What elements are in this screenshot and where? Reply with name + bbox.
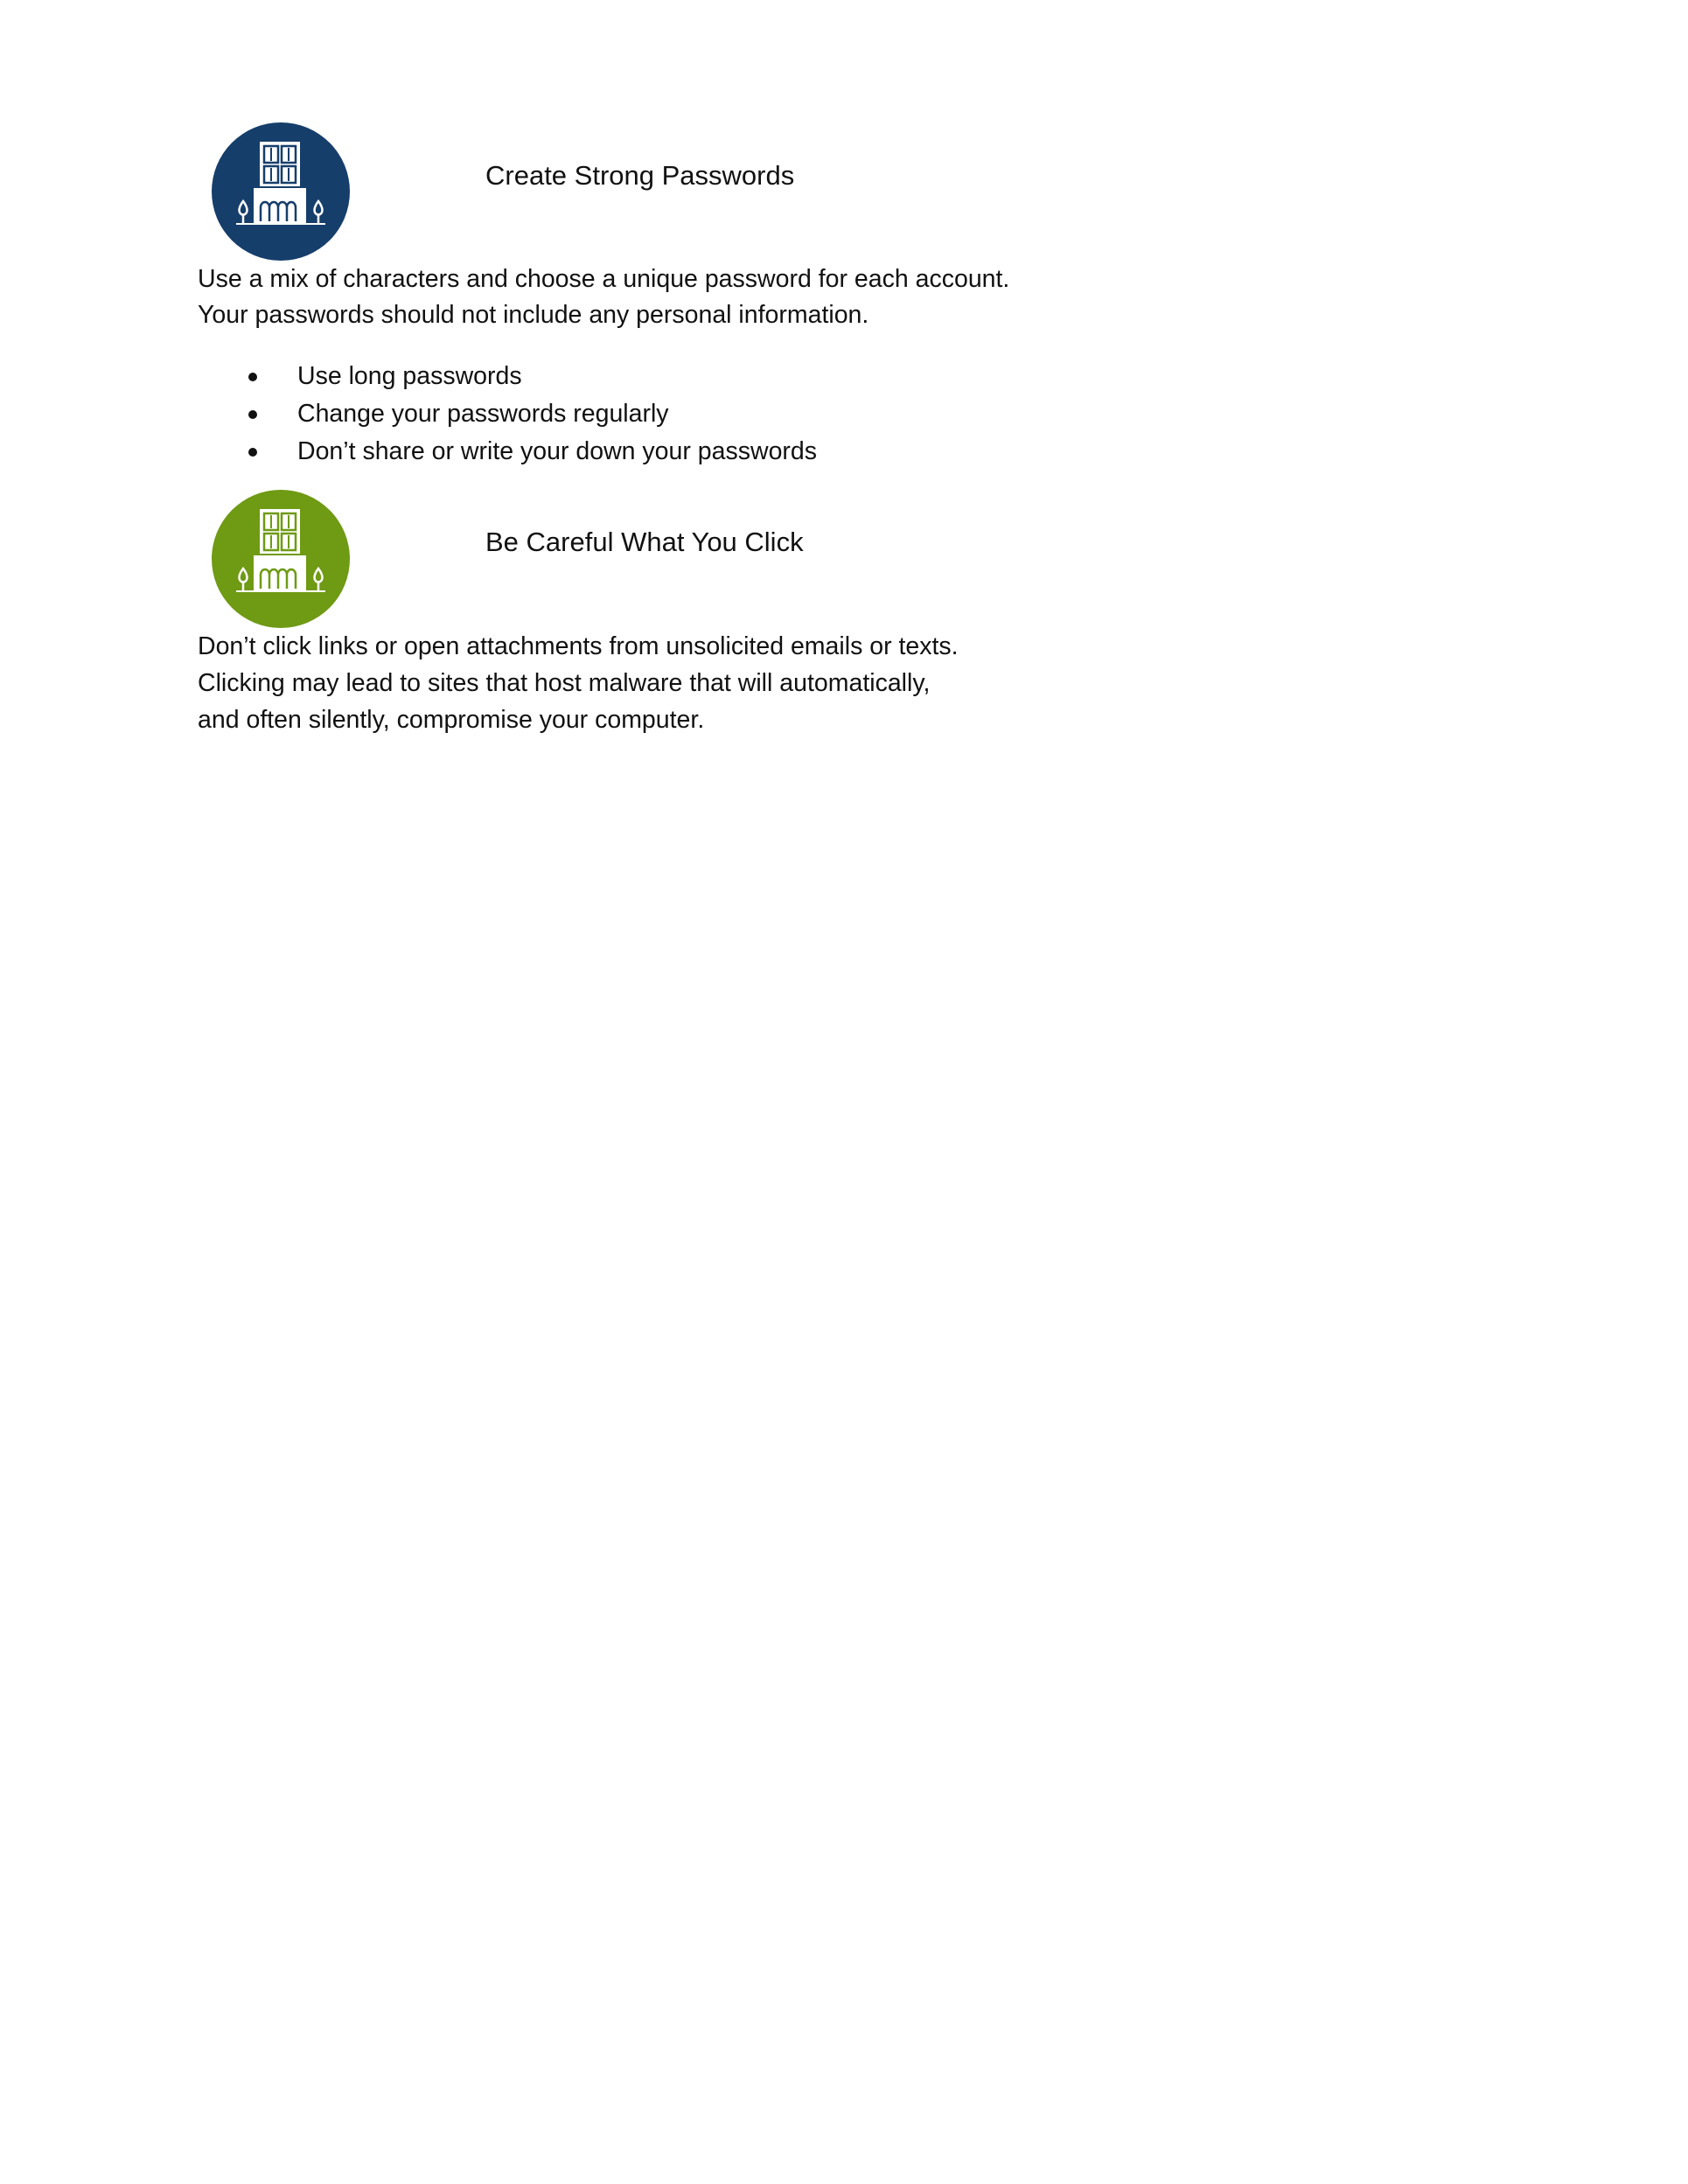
section-heading: Be Careful What You Click [485, 527, 804, 557]
building-icon [212, 122, 350, 261]
paragraph-line: Clicking may lead to sites that host malware that will automatically, [198, 669, 931, 697]
section-heading: Create Strong Passwords [485, 160, 795, 191]
paragraph-line: Use a mix of characters and choose a unique password for each account. [198, 265, 1010, 293]
list-item-text: Don’t share or write your down your passwords [297, 437, 818, 465]
building-icon-graphic [212, 490, 350, 628]
list-item-text: Use long passwords [297, 362, 522, 390]
paragraph-line: and often silently, compromise your computer. [198, 706, 705, 734]
paragraph-line: Don’t click links or open attachments from unsolicited emails or texts. [198, 632, 959, 660]
building-icon-graphic [212, 122, 350, 261]
list-item-text: Change your passwords regularly [297, 400, 669, 428]
bullet-icon [248, 410, 257, 419]
building-icon [212, 490, 350, 628]
bullet-icon [248, 373, 257, 381]
bullet-icon [248, 448, 257, 457]
paragraph-line: Your passwords should not include any personal information. [198, 301, 869, 329]
